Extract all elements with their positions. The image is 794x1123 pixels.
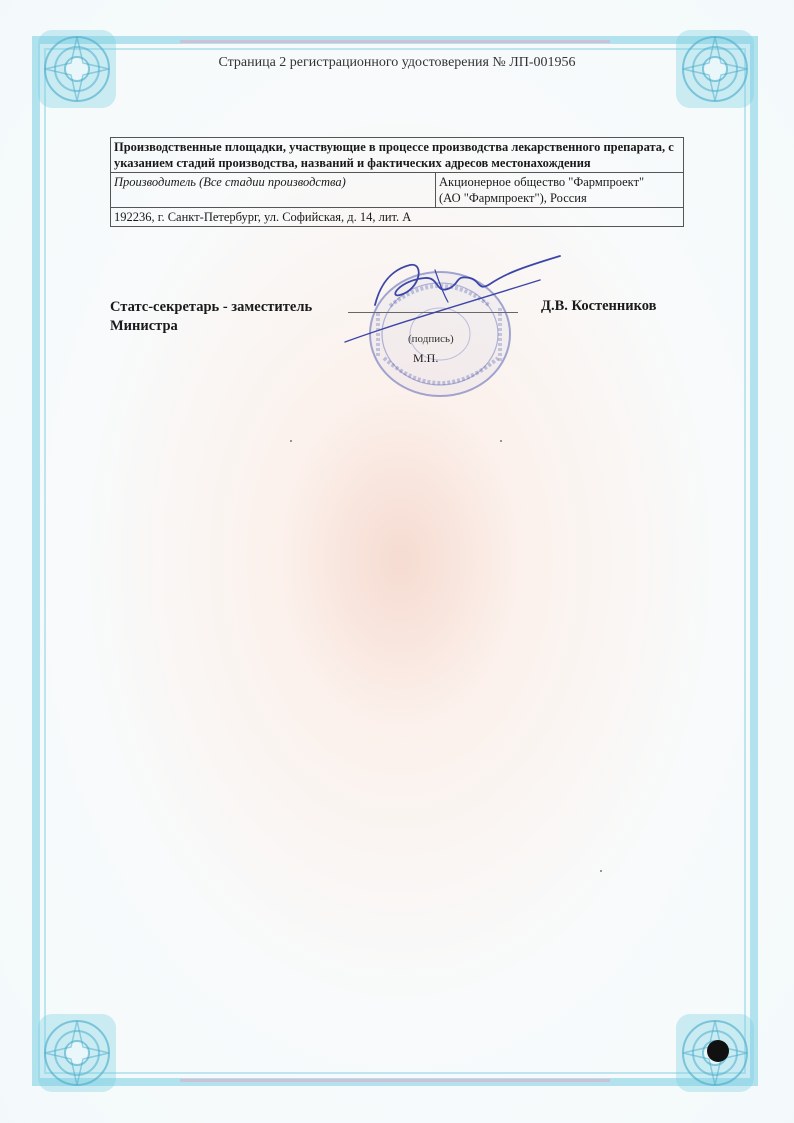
punch-hole-mark (707, 1040, 729, 1062)
manufacturer-name-cell (436, 173, 684, 208)
signatory-position-line1: Статс-секретарь - заместитель (110, 299, 313, 315)
site-address-cell: 192236, г. Санкт-Петербург, ул. Софийская, д. 14, лит. А (111, 208, 684, 227)
signatory-position-line2: Министра (110, 318, 178, 334)
production-sites-table (110, 137, 684, 227)
table-row (111, 208, 684, 227)
page-header: Страница 2 регистрационного удостоверения № ЛП-001956 (218, 55, 576, 70)
manufacturer-role-cell: Производитель (Все стадии производства) (111, 173, 436, 208)
decorative-border-accent-top (180, 40, 610, 43)
table-row (111, 173, 684, 208)
signatory-position (110, 298, 312, 336)
table-row (111, 138, 684, 173)
table-title-cell: Производственные площадки, участвующие в процессе производства лекарственного препарата, с указанием стадий производства, названий и фактических адресов местонахождения (111, 138, 684, 173)
paper-speck (290, 440, 292, 442)
paper-speck (600, 870, 602, 872)
company-name-line2: (АО "Фармпроект"), Россия (439, 191, 587, 205)
handwritten-signature (340, 250, 570, 350)
paper-speck (500, 440, 502, 442)
seal-label: М.П. (413, 351, 439, 365)
company-name-line1: Акционерное общество "Фармпроект" (439, 175, 645, 189)
signatory-name: Д.В. Костенников (541, 298, 657, 314)
decorative-border-accent-bottom (180, 1079, 610, 1082)
signature-caption: (подпись) (408, 333, 454, 345)
corner-rosette-bottom-left (34, 1010, 120, 1096)
